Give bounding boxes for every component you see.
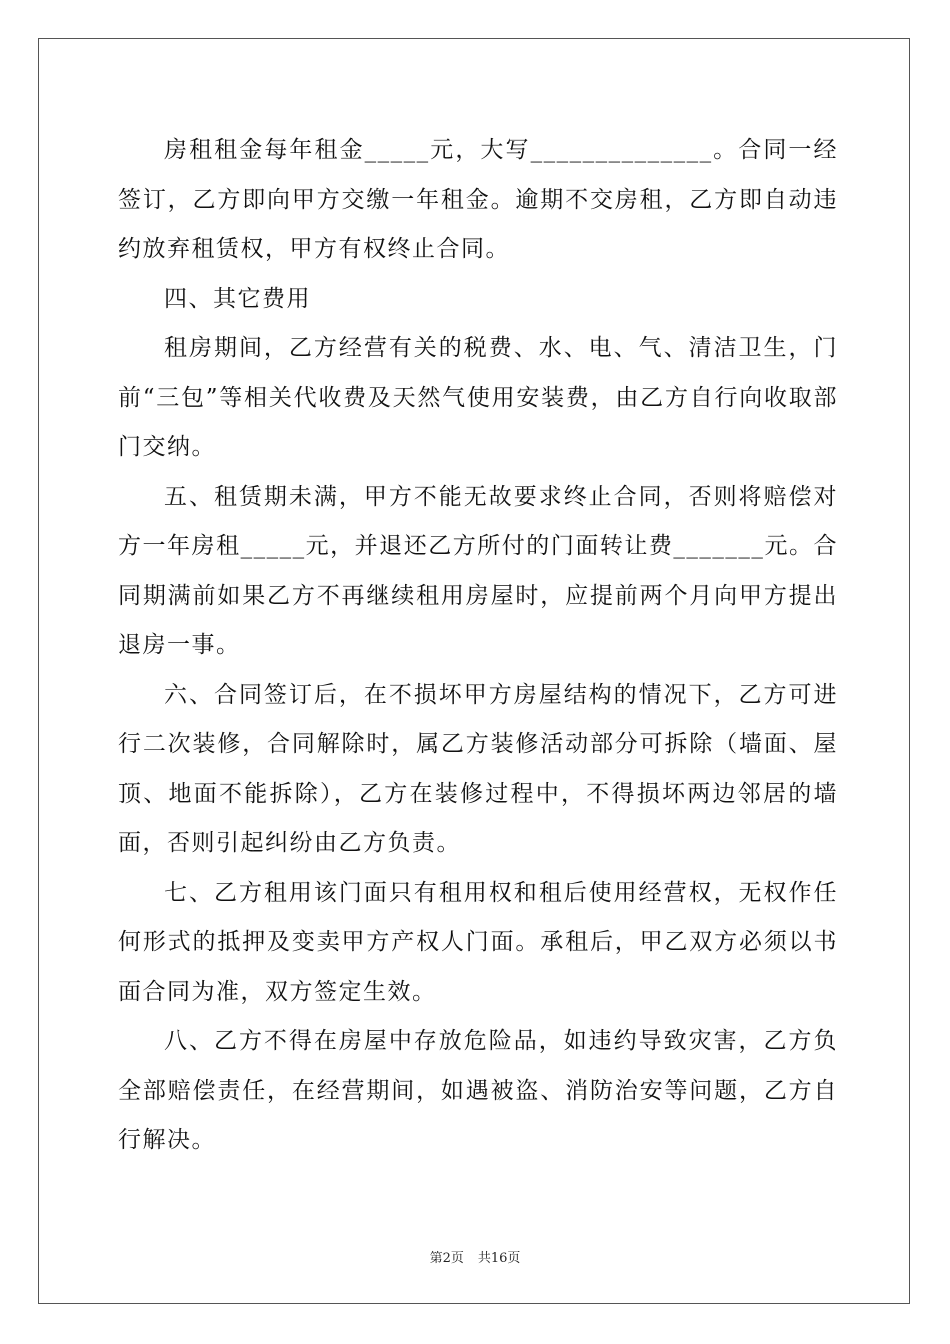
page-footer — [0, 1247, 950, 1266]
paragraph-other-fees: 租房期间，乙方经营有关的税费、水、电、气、清洁卫生，门前“三包”等相关代收费及天然气使用安装费，由乙方自行向收取部门交纳。 — [118, 335, 838, 460]
clause-seven: 七、乙方租用该门面只有租用权和租后使用经营权，无权作任何形式的抵押及变卖甲方产权人门面。承租后，甲乙双方必须以书面合同为准，双方签定生效。 — [118, 879, 838, 1005]
page-total: 共16页 — [477, 1251, 521, 1266]
paragraph-rent-payment: 房租租金每年租金_____元，大写______________。合同一经签订，乙方即向甲方交缴一年租金。逾期不交房租，乙方即自动违约放弃租赁权，甲方有权终止合同。 — [118, 137, 838, 262]
heading-other-fees: 四、其它费用 — [164, 285, 311, 312]
page-number: 第2页 — [429, 1251, 464, 1266]
clause-five: 五、租赁期未满，甲方不能无故要求终止合同，否则将赔偿对方一年房租_____元，并退还乙方所付的门面转让费_______元。合同期满前如果乙方不再继续租用房屋时，应提前两个月向甲方提出退房一事。 — [118, 483, 838, 658]
document-body — [118, 126, 838, 1166]
clause-six: 六、合同签订后，在不损坏甲方房屋结构的情况下，乙方可进行二次装修，合同解除时，属乙方装修活动部分可拆除（墙面、屋顶、地面不能拆除），乙方在装修过程中，不得损坏两边邻居的墙面，否则引起纠纷由乙方负责。 — [118, 681, 838, 856]
clause-eight: 八、乙方不得在房屋中存放危险品，如违约导致灾害，乙方负全部赔偿责任，在经营期间，如遇被盗、消防治安等问题，乙方自行解决。 — [118, 1028, 838, 1153]
